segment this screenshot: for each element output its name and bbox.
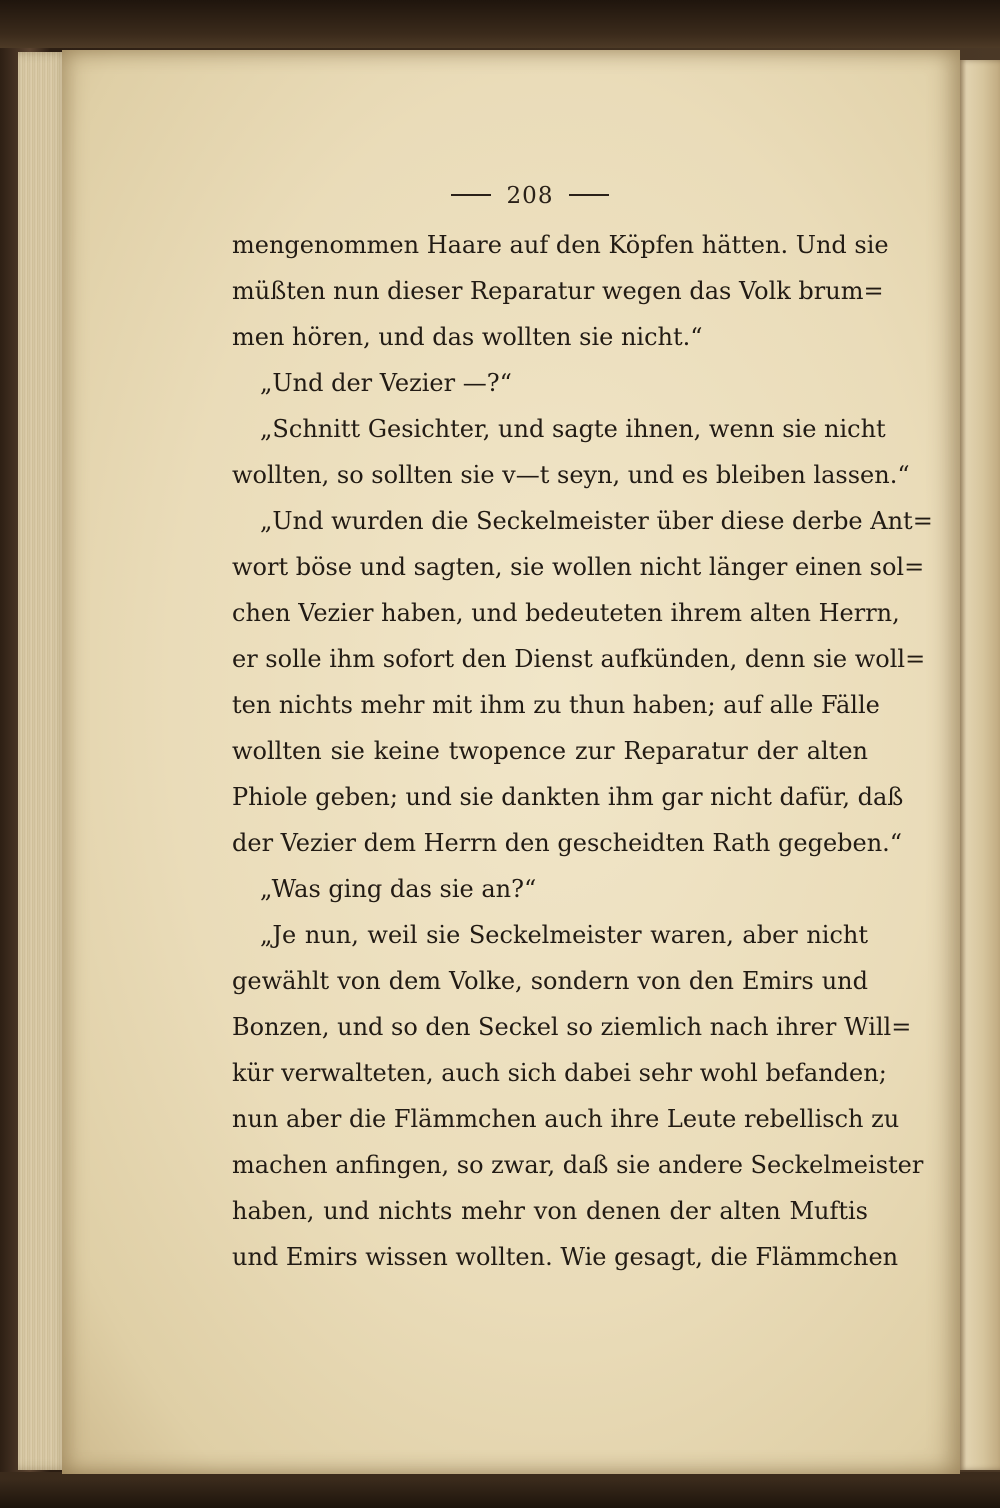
text-line: nun aber die Flämmchen auch ihre Leute rebellisch zu bbox=[232, 1105, 900, 1133]
text-line: gewählt von dem Volke, sondern von den Emirs und bbox=[232, 967, 868, 995]
page-header bbox=[440, 176, 620, 216]
text-line: machen anfingen, so zwar, daß sie andere Seckelmeister bbox=[232, 1151, 924, 1179]
text-line: der Vezier dem Herrn den gescheidten Rath gegeben.“ bbox=[232, 829, 903, 857]
page-number: 208 bbox=[506, 183, 554, 209]
text-line: kür verwalteten, auch sich dabei sehr wohl befanden; bbox=[232, 1059, 887, 1087]
text-line: „Und wurden die Seckelmeister über diese derbe Ant= bbox=[260, 507, 933, 535]
facing-page-edge bbox=[958, 60, 1000, 1470]
text-line: Phiole geben; und sie dankten ihm gar nicht dafür, daß bbox=[232, 783, 904, 811]
book-cover-top bbox=[0, 0, 1000, 48]
text-line: haben, und nichts mehr von denen der alten Muftis bbox=[232, 1197, 868, 1225]
text-line: Bonzen, und so den Seckel so ziemlich nach ihrer Will= bbox=[232, 1013, 912, 1041]
text-line: er solle ihm sofort den Dienst aufkünden, denn sie woll= bbox=[232, 645, 926, 673]
text-line: „Und der Vezier —?“ bbox=[260, 369, 512, 397]
text-line: und Emirs wissen wollten. Wie gesagt, die Flämmchen bbox=[232, 1243, 899, 1271]
text-line: ten nichts mehr mit ihm zu thun haben; auf alle Fälle bbox=[232, 691, 880, 719]
text-line: mengenommen Haare auf den Köpfen hätten. Und sie bbox=[232, 231, 889, 259]
text-line: „Was ging das sie an?“ bbox=[260, 875, 537, 903]
text-line: wollten sie keine twopence zur Reparatur der alten bbox=[232, 737, 868, 765]
text-line: „Schnitt Gesichter, und sagte ihnen, wenn sie nicht bbox=[260, 415, 886, 443]
text-line: wollten, so sollten sie v—t seyn, und es bleiben lassen.“ bbox=[232, 461, 910, 489]
text-line: wort böse und sagten, sie wollen nicht länger einen sol= bbox=[232, 553, 925, 581]
body-text bbox=[232, 222, 933, 1282]
right-ornament-icon bbox=[569, 194, 609, 196]
text-line: müßten nun dieser Reparatur wegen das Volk brum= bbox=[232, 277, 884, 305]
left-ornament-icon bbox=[451, 194, 491, 196]
book-cover-bottom bbox=[0, 1472, 1000, 1508]
text-line: „Je nun, weil sie Seckelmeister waren, aber nicht bbox=[260, 921, 868, 949]
text-line: chen Vezier haben, und bedeuteten ihrem alten Herrn, bbox=[232, 599, 900, 627]
text-line: men hören, und das wollten sie nicht.“ bbox=[232, 323, 703, 351]
